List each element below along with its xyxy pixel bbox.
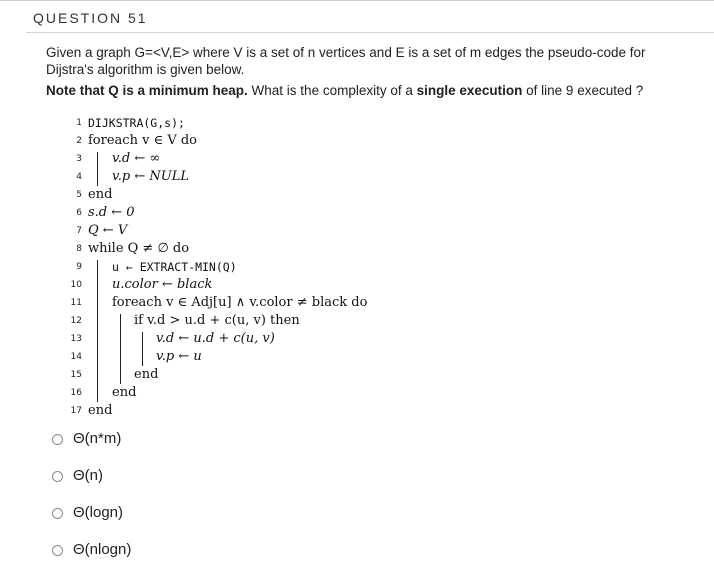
line-text: end — [112, 385, 137, 400]
line-text: v.d ← ∞ — [112, 151, 161, 166]
line-number: 10 — [70, 280, 82, 290]
line-number: 14 — [70, 352, 82, 362]
line-number: 4 — [76, 172, 82, 182]
line-number: 8 — [76, 244, 82, 254]
line-text: u.color ← black — [112, 277, 213, 292]
line-number: 9 — [76, 262, 82, 272]
radio-button[interactable] — [52, 471, 63, 482]
option-label[interactable]: Θ(logn) — [73, 504, 124, 521]
line-number: 7 — [76, 226, 82, 236]
line-text: v.p ← u — [156, 349, 202, 364]
note-tail: of line 9 executed ? — [522, 83, 644, 98]
line-number: 16 — [70, 388, 82, 398]
line-text: end — [134, 367, 159, 382]
line-number: 2 — [76, 136, 82, 146]
line-number: 12 — [70, 316, 82, 326]
block-bar — [142, 332, 143, 366]
note-bold-mid: single execution — [416, 83, 523, 98]
algorithm-block — [60, 114, 420, 424]
note-bold-lead: Note that Q is a minimum heap. — [46, 83, 248, 98]
question-header: QUESTION 51 — [33, 10, 148, 26]
line-number: 17 — [70, 406, 82, 416]
line-number: 3 — [76, 154, 82, 164]
line-number: 15 — [70, 370, 82, 380]
line-text: Q ← V — [88, 223, 128, 238]
radio-button[interactable] — [52, 545, 63, 556]
line-text: DIJKSTRA(G,s); — [88, 116, 185, 130]
line-number: 11 — [70, 298, 82, 308]
line-number: 13 — [70, 334, 82, 344]
radio-button[interactable] — [52, 434, 63, 445]
question-note — [46, 82, 696, 99]
line-number: 1 — [76, 118, 82, 128]
line-text: foreach v ∈ V do — [88, 133, 197, 148]
line-number: 5 — [76, 190, 82, 200]
note-middle: What is the complexity of a — [247, 83, 417, 98]
line-text: v.p ← NULL — [112, 169, 190, 184]
line-text: s.d ← 0 — [88, 205, 135, 220]
line-text: u ← EXTRACT-MIN(Q) — [112, 260, 237, 274]
header-divider — [26, 32, 714, 33]
line-text: while Q ≠ ∅ do — [88, 241, 190, 256]
top-divider — [0, 0, 714, 1]
option-label[interactable]: Θ(n) — [73, 467, 103, 484]
block-bar — [97, 152, 98, 186]
option-label[interactable]: Θ(nlogn) — [73, 541, 132, 558]
line-text: v.d ← u.d + c(u, v) — [156, 331, 275, 346]
line-text: if v.d > u.d + c(u, v) then — [134, 313, 300, 328]
line-text: end — [88, 403, 113, 418]
radio-button[interactable] — [52, 508, 63, 519]
block-bar — [120, 314, 121, 384]
option-label[interactable]: Θ(n*m) — [73, 430, 122, 447]
question-prompt: Given a graph G=<V,E> where V is a set of n vertices and E is a set of m edges the pseudo-code for Dijstra's algorithm is given below. — [46, 45, 646, 77]
line-text: end — [88, 187, 113, 202]
line-number: 6 — [76, 208, 82, 218]
line-text: foreach v ∈ Adj[u] ∧ v.color ≠ black do — [112, 295, 368, 310]
block-bar — [97, 260, 98, 402]
